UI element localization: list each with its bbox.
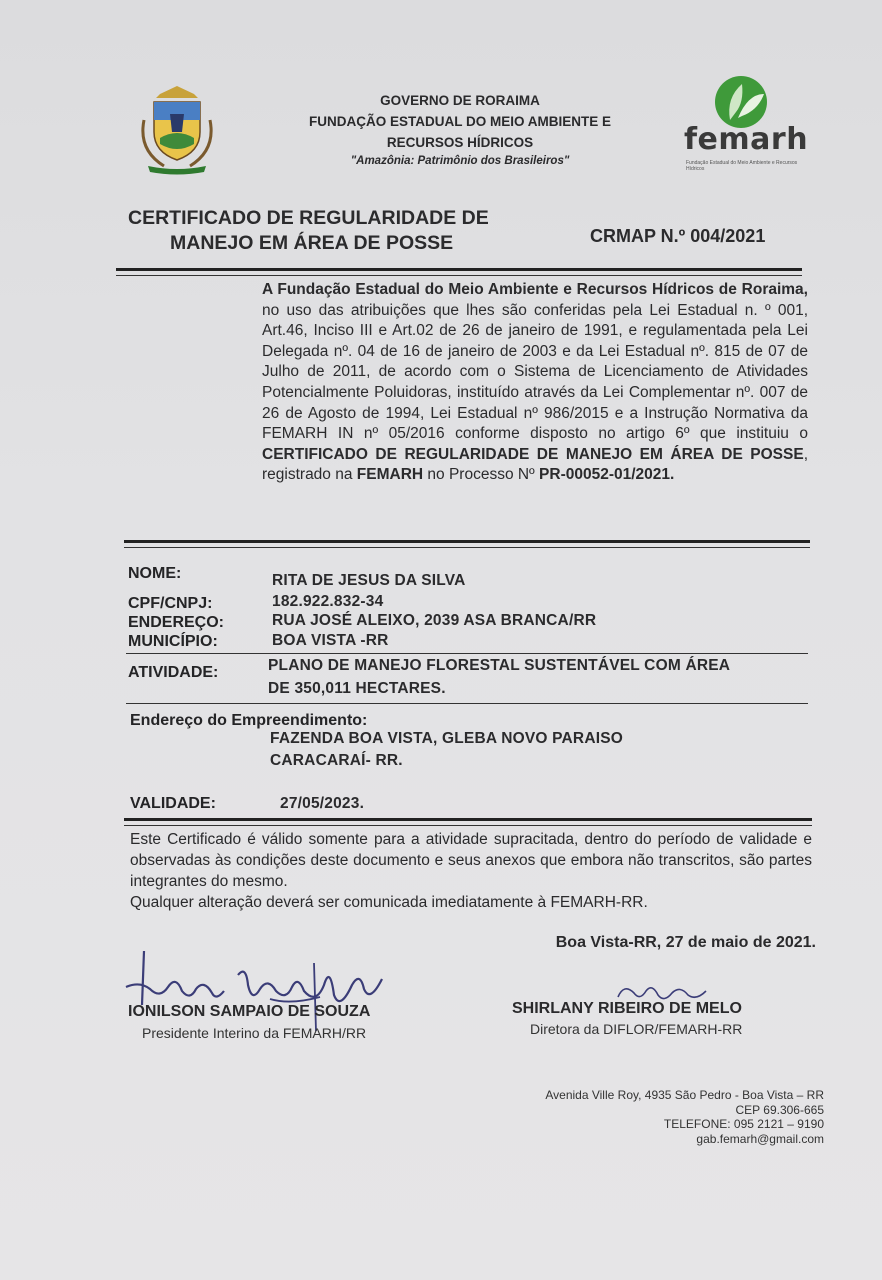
intro-text-3: no Processo Nº bbox=[423, 466, 540, 484]
atividade-value-line-2: DE 350,011 HECTARES. bbox=[268, 680, 446, 697]
divider-middle bbox=[124, 540, 810, 543]
left-signatory-name: IONILSON SAMPAIO DE SOUZA bbox=[128, 1003, 371, 1020]
atividade-value-line-1: PLANO DE MANEJO FLORESTAL SUSTENTÁVEL COM ÁREA bbox=[268, 657, 731, 674]
right-signatory-role: Diretora da DIFLOR/FEMARH-RR bbox=[530, 1021, 743, 1037]
cpf-value: 182.922.832-34 bbox=[272, 593, 384, 610]
validade-label: VALIDADE: bbox=[130, 795, 216, 812]
divider-middle-thin bbox=[124, 547, 810, 548]
empreendimento-value-line-1: FAZENDA BOA VISTA, GLEBA NOVO PARAISO bbox=[270, 730, 624, 747]
divider-top bbox=[116, 268, 802, 271]
footer-text bbox=[130, 829, 812, 913]
header-block bbox=[290, 90, 630, 169]
title-line-2: MANEJO EM ÁREA DE POSSE bbox=[170, 232, 454, 254]
divider-fields-2 bbox=[126, 703, 808, 704]
issue-date: Boa Vista-RR, 27 de maio de 2021. bbox=[555, 934, 816, 951]
nome-value: RITA DE JESUS DA SILVA bbox=[272, 572, 466, 589]
divider-top-thin bbox=[116, 275, 802, 276]
contact-address bbox=[545, 1088, 824, 1146]
intro-femarh: FEMARH bbox=[356, 466, 424, 484]
intro-processo: PR-00052-01/2021. bbox=[539, 466, 675, 484]
address-line-2: CEP 69.306-665 bbox=[735, 1102, 824, 1117]
municipio-label: MUNICÍPIO: bbox=[128, 633, 218, 650]
header-line-2: FUNDAÇÃO ESTADUAL DO MEIO AMBIENTE E bbox=[308, 114, 611, 129]
document-title bbox=[128, 206, 489, 256]
address-line-1: Avenida Ville Roy, 4935 São Pedro - Boa Vista – RR bbox=[545, 1088, 824, 1102]
intro-paragraph bbox=[262, 280, 808, 486]
certificate-number: CRMAP N.º 004/2021 bbox=[590, 226, 766, 246]
divider-bottom-thin bbox=[124, 825, 812, 826]
address-line-3: TELEFONE: 095 2121 – 9190 bbox=[663, 1117, 824, 1131]
atividade-label: ATIVIDADE: bbox=[128, 664, 219, 681]
title-line-1: CERTIFICADO DE REGULARIDADE DE bbox=[128, 207, 489, 229]
header-line-1: GOVERNO DE RORAIMA bbox=[380, 93, 540, 108]
address-email: gab.femarh@gmail.com bbox=[696, 1131, 824, 1146]
cpf-label: CPF/CNPJ: bbox=[128, 595, 213, 612]
intro-text-2: , registrado na bbox=[262, 445, 808, 484]
intro-text-1: no uso das atribuições que lhes são conferidas pela Lei Estadual n. º 001, Art.46, Inciso III e Art.02 de 26 de janeiro de 1991, e regulamentada pela Lei Delegada nº. 04 de 16 de janeiro de 2003 e da Lei Estadual nº. 815 de 07 de Julho de 2011, de acordo com o Sistema de Licenciamento de Atividades Potencialmente Poluidoras, instituído através da Lei Complementar nº. 007 de 26 de Agosto de 1994, Lei Estadual nº 986/2015 e a Instrução Normativa da FEMARH IN nº 05/2016 conforme disposto no artigo 6º que instituiu o bbox=[262, 301, 808, 443]
footer-paragraph-2: Qualquer alteração deverá ser comunicada imediatamente à FEMARH-RR. bbox=[130, 894, 648, 911]
right-signatory-name: SHIRLANY RIBEIRO DE MELO bbox=[512, 1000, 742, 1017]
municipio-value: BOA VISTA -RR bbox=[272, 632, 389, 649]
intro-org: A Fundação Estadual do Meio Ambiente e Recursos Hídricos de Roraima, bbox=[262, 281, 808, 298]
femarh-logo-subtext: Fundação Estadual do Meio Ambiente e Recursos Hídricos bbox=[686, 160, 798, 172]
header-line-3: RECURSOS HÍDRICOS bbox=[386, 135, 534, 150]
left-signatory-role: Presidente Interino da FEMARH/RR bbox=[142, 1025, 367, 1041]
femarh-logo bbox=[682, 72, 812, 172]
endereco-label: ENDEREÇO: bbox=[128, 614, 225, 631]
nome-label: NOME: bbox=[128, 565, 182, 582]
divider-bottom bbox=[124, 818, 812, 821]
endereco-value: RUA JOSÉ ALEIXO, 2039 ASA BRANCA/RR bbox=[272, 612, 597, 629]
femarh-logo-text: femarh bbox=[684, 122, 809, 157]
empreendimento-value-line-2: CARACARAÍ- RR. bbox=[270, 752, 403, 769]
intro-cert-name: CERTIFICADO DE REGULARIDADE DE MANEJO EM ÁREA DE POSSE bbox=[262, 445, 804, 463]
empreendimento-label: Endereço do Empreendimento: bbox=[130, 712, 368, 729]
header-motto: "Amazônia: Patrimônio dos Brasileiros" bbox=[350, 155, 570, 167]
footer-paragraph-1: Este Certificado é válido somente para a atividade supracitada, dentro do período de validade e observadas às condições deste documento e seus anexos que embora não transcritos, são partes integrantes do mesmo. bbox=[130, 831, 812, 890]
divider-fields-1 bbox=[126, 653, 808, 654]
validade-value: 27/05/2023. bbox=[280, 795, 365, 812]
roraima-coat-of-arms-icon bbox=[134, 80, 220, 176]
